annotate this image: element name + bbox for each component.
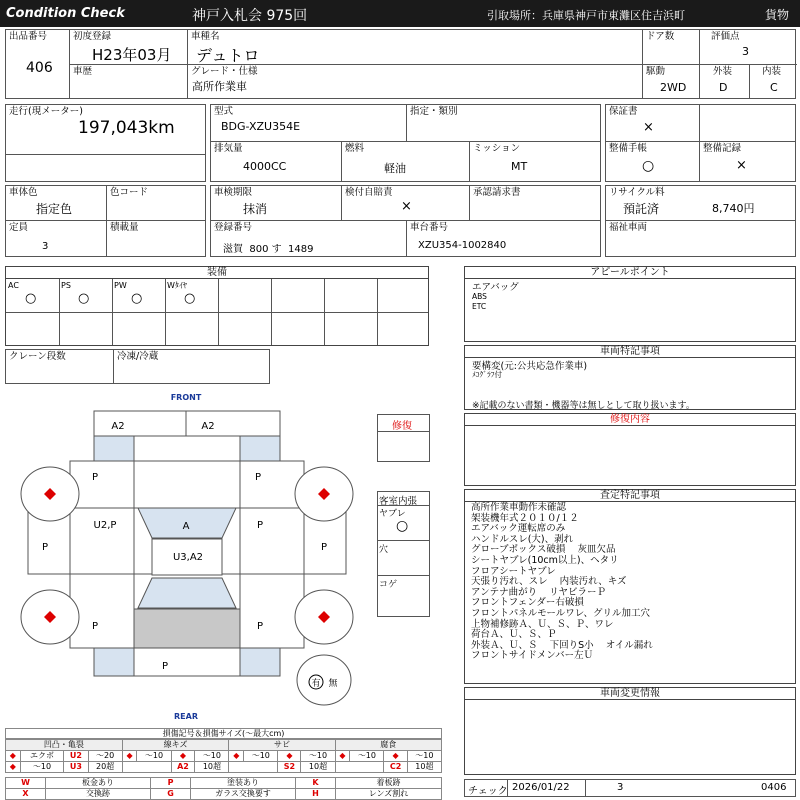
zone-left-door: U2,P — [93, 520, 117, 531]
interior-burn-label: コゲ — [379, 580, 398, 590]
assessment-line: フロントサイドメンバー左Ｕ — [471, 650, 594, 662]
exterior-label: 外装 — [713, 66, 733, 77]
legend-title: 損傷記号＆損傷サイズ(～最大cm) — [5, 728, 442, 739]
assessment-line: シートヤブレ(10cm以上)、ヘタリ — [471, 554, 619, 566]
registration-box — [210, 185, 601, 257]
warranty-label: 保証書 — [609, 106, 638, 117]
assessment-title: 査定特記事項 — [465, 490, 795, 502]
equip-pw-label: PW — [114, 281, 127, 290]
legend-mark: ◆ — [229, 751, 244, 762]
appeal-line-1: エアバッグ — [472, 282, 519, 293]
manual-label: 整備手帳 — [609, 143, 648, 154]
interior-yabure-value: ○ — [396, 518, 409, 534]
legend-code: S2 — [278, 762, 301, 773]
code-x-desc: 交換跡 — [46, 789, 151, 800]
exterior-grade: D — [719, 81, 728, 94]
first-registration: H23年03月 — [92, 46, 172, 64]
drive-label: 駆動 — [646, 66, 666, 77]
zone-left-step: P — [41, 542, 49, 553]
auction-name: 神戸入札会 975回 — [192, 8, 308, 24]
first-reg-label: 初度登録 — [73, 31, 112, 42]
lot-number: 406 — [26, 60, 53, 76]
zone-rear-bumper: P — [161, 661, 169, 672]
assessment-line: フロントフェンダー右破損 — [471, 597, 584, 609]
equip-ac-value: ○ — [25, 291, 37, 306]
capacity-value: 3 — [42, 241, 49, 252]
special-title: 車両特記事項 — [465, 346, 795, 358]
model-code: BDG-XZU354E — [221, 120, 301, 133]
assessment-line: アンテナ曲がり リヤビラーＰ — [471, 586, 607, 598]
legend-mark: ◆ — [122, 751, 137, 762]
mileage-box — [5, 104, 206, 182]
approval-label: 承認請求書 — [473, 187, 521, 198]
chassis-label: 車台番号 — [410, 222, 449, 233]
basic-info-block — [5, 29, 796, 99]
code-x: X — [6, 789, 46, 800]
special-line-1: 要構変(元:公共応急作業車) — [472, 361, 588, 372]
legend-text: ～10 — [137, 751, 171, 762]
grade-value: 高所作業車 — [192, 80, 247, 93]
check-row — [464, 779, 796, 797]
assessment-line: 上物補修跡Ａ、Ｕ、Ｓ、Ｐ、ワレ — [471, 618, 614, 630]
doors-label: ドア数 — [646, 31, 675, 42]
legend-mark: ◆ — [335, 751, 350, 762]
lot-label: 出品番号 — [9, 31, 48, 42]
assessment-line: フロアシートヤブレ — [471, 565, 556, 577]
spare-none-label: 無 — [328, 679, 338, 689]
interior-label: 内装 — [762, 66, 782, 77]
welfare-label: 福祉車両 — [609, 222, 648, 233]
displacement-label: 排気量 — [214, 143, 243, 154]
displacement-value: 4000CC — [243, 160, 287, 173]
code-h: H — [296, 789, 336, 800]
header-title: Condition Check — [6, 6, 125, 21]
legend-mark: ◆ — [171, 751, 195, 762]
special-line-2: ﾒｺｸﾞﾗﾌ付 — [472, 370, 502, 379]
legend-code: C2 — [384, 762, 407, 773]
fuel-value: 軽油 — [384, 162, 406, 175]
fuel-label: 燃料 — [345, 143, 365, 154]
assessment-section — [464, 489, 796, 684]
zone-right-door: P — [256, 520, 264, 531]
warranty-value: × — [643, 120, 654, 135]
legend-mark: ◆ — [278, 751, 301, 762]
change-title: 車両変更情報 — [465, 688, 795, 700]
model-label: 型式 — [214, 106, 234, 117]
interior-grade: C — [770, 81, 778, 94]
vehicle-category: 貨物 — [765, 8, 790, 22]
plate-number: 滋賀 800 す 1489 — [223, 244, 314, 255]
change-info-section — [464, 687, 796, 775]
legend-text: ～10 — [407, 751, 441, 762]
legend-blank — [122, 762, 171, 773]
code-g: G — [151, 789, 191, 800]
assessment-line: フロントパネルモールワレ、グリル加工穴 — [471, 607, 650, 619]
assessment-lines — [471, 503, 791, 662]
recycle-status: 預託済 — [623, 202, 660, 216]
legend-text: 10超 — [195, 762, 229, 773]
recycle-label: リサイクル料 — [609, 187, 665, 198]
equip-ps-label: PS — [61, 281, 71, 290]
recycle-fee: 8,740円 — [712, 202, 755, 215]
legend-text: ～10 — [195, 751, 229, 762]
equip-ps-value: ○ — [78, 291, 90, 306]
damage-diagram — [0, 388, 376, 724]
code-w: W — [6, 778, 46, 789]
color-box — [5, 185, 206, 257]
code-p: P — [151, 778, 191, 789]
check-number: 3 — [617, 782, 624, 793]
maintenance-box — [605, 104, 796, 182]
legend-text: 10超 — [407, 762, 441, 773]
legend-mark: ◆ — [6, 762, 21, 773]
code-k: K — [296, 778, 336, 789]
zone-roof: U3,A2 — [172, 552, 204, 563]
record-value: × — [736, 158, 747, 173]
interior-box — [377, 491, 430, 617]
legend-code: A2 — [171, 762, 195, 773]
code-w-desc: 板金あり — [46, 778, 151, 789]
legend-group-scratch: 線キズ — [122, 740, 229, 751]
inspection-label: 車検期限 — [214, 187, 253, 198]
legend-blank — [335, 762, 384, 773]
appeal-section — [464, 266, 796, 342]
inspection-value: 抹消 — [243, 202, 268, 216]
pickup-location: 引取場所：兵庫県神戸市東灘区住吉浜町 — [487, 9, 685, 22]
manual-value: ○ — [642, 158, 655, 174]
check-label: チェック — [468, 786, 508, 797]
check-id: 0406 — [761, 782, 787, 793]
legend-text: エクボ — [20, 751, 64, 762]
crane-freezer-box — [5, 349, 270, 384]
assessment-line: 荷台Ａ、Ｕ、Ｓ、Ｐ — [471, 629, 557, 641]
damage-legend — [5, 728, 442, 798]
equip-ac-label: AC — [8, 281, 19, 290]
designation-label: 指定・類別 — [410, 106, 458, 117]
legend-group-dent: 凹凸・亀裂 — [6, 740, 123, 751]
mileage-value: 197,043km — [78, 118, 175, 138]
history-label: 車歴 — [73, 66, 93, 77]
repair-section — [464, 413, 796, 486]
interior-title: 客室内張 — [379, 496, 418, 507]
zone-rear-left: P — [91, 621, 99, 632]
appeal-title: アピールポイント — [465, 267, 795, 279]
grade-label: グレード・仕様 — [191, 66, 258, 77]
equip-pw-value: ○ — [131, 291, 143, 306]
spec-box — [210, 104, 601, 182]
zone-rear-right: P — [256, 621, 264, 632]
rear-label: REAR — [174, 712, 198, 721]
legend-text: ～20 — [88, 751, 122, 762]
score-label: 評価点 — [711, 31, 740, 42]
legend-text: ～10 — [244, 751, 278, 762]
recycle-box — [605, 185, 796, 257]
repair-box — [377, 414, 430, 462]
freezer-label: 冷凍/冷蔵 — [117, 351, 159, 362]
special-notes-section — [464, 345, 796, 410]
interior-yabure-label: ヤブレ — [379, 509, 406, 519]
drive-value: 2WD — [660, 81, 687, 94]
code-k-desc: 着板跡 — [336, 778, 442, 789]
legend-code: U3 — [64, 762, 88, 773]
tax-label: 検付自賠責 — [345, 187, 393, 198]
assessment-line: 外装Ａ、Ｕ、Ｓ 下回りS小 オイル漏れ — [471, 639, 653, 651]
equipment-section — [5, 266, 429, 346]
legend-mark: ◆ — [6, 751, 21, 762]
code-g-desc: ガラス交換要す — [191, 789, 296, 800]
special-note: ※記載のない書類・機器等は無しとして取り扱います。 — [472, 401, 695, 411]
legend-text: 20超 — [88, 762, 122, 773]
assessment-line: 架装機年式２０１０/１２ — [471, 512, 579, 524]
assessment-line: ハンドルスレ(大)、剥れ — [471, 533, 574, 545]
score-value: 3 — [742, 45, 749, 58]
load-label: 積載量 — [110, 222, 139, 233]
color-code-label: 色コード — [110, 187, 149, 198]
header-bar — [0, 0, 800, 27]
tax-value: × — [401, 199, 412, 214]
code-h-desc: レンズ割れ — [336, 789, 442, 800]
appeal-line-3: ETC — [472, 302, 487, 311]
equip-wtire-value: ○ — [184, 291, 196, 306]
code-p-desc: 塗装あり — [191, 778, 296, 789]
equip-wtire-label: Wﾀｲﾔ — [167, 281, 187, 290]
zone-front-right-fender: P — [254, 472, 262, 483]
assessment-line: 天張り汚れ、スレ 内装汚れ、キズ — [471, 576, 627, 588]
car-name: デュトロ — [196, 46, 260, 65]
repair-title: 修復内容 — [465, 414, 795, 426]
plate-label: 登録番号 — [214, 222, 253, 233]
color-label: 車体色 — [9, 187, 38, 198]
legend-text: ～10 — [20, 762, 64, 773]
record-label: 整備記録 — [703, 143, 742, 154]
car-name-label: 車種名 — [191, 31, 220, 42]
zone-a2-left: A2 — [111, 421, 125, 432]
chassis-number: XZU354-1002840 — [418, 240, 507, 251]
equipment-title: 装備 — [6, 267, 428, 279]
front-label: FRONT — [170, 393, 202, 402]
zone-front-left-fender: P — [91, 472, 99, 483]
mission-value: MT — [511, 160, 528, 173]
mission-label: ミッション — [473, 143, 521, 154]
zone-right-step: P — [320, 542, 328, 553]
mileage-label: 走行(現メーター) — [9, 106, 83, 117]
crane-label: クレーン段数 — [9, 351, 66, 362]
legend-text: ～10 — [301, 751, 335, 762]
appeal-line-2: ABS — [472, 292, 487, 301]
legend-text: 10超 — [301, 762, 335, 773]
assessment-line: グローブボックス破損 灰皿欠品 — [471, 544, 616, 556]
capacity-label: 定員 — [9, 222, 29, 233]
legend-mark: ◆ — [384, 751, 407, 762]
check-date: 2026/01/22 — [512, 782, 570, 793]
assessment-line: 高所作業車動作未確認 — [471, 502, 567, 513]
interior-hole-label: 穴 — [379, 545, 389, 555]
spare-has-label: 有 — [311, 679, 321, 689]
repair-box-label: 修復 — [392, 421, 412, 432]
zone-a2-right: A2 — [201, 421, 215, 432]
color-value: 指定色 — [36, 202, 73, 216]
legend-text: ～10 — [350, 751, 384, 762]
assessment-line: エアバック運転席のみ — [471, 523, 566, 535]
legend-group-rust: サビ — [229, 740, 335, 751]
legend-group-corrosion: 腐食 — [335, 740, 441, 751]
legend-blank — [229, 762, 278, 773]
legend-code: U2 — [64, 751, 88, 762]
zone-windshield: A — [182, 521, 190, 532]
